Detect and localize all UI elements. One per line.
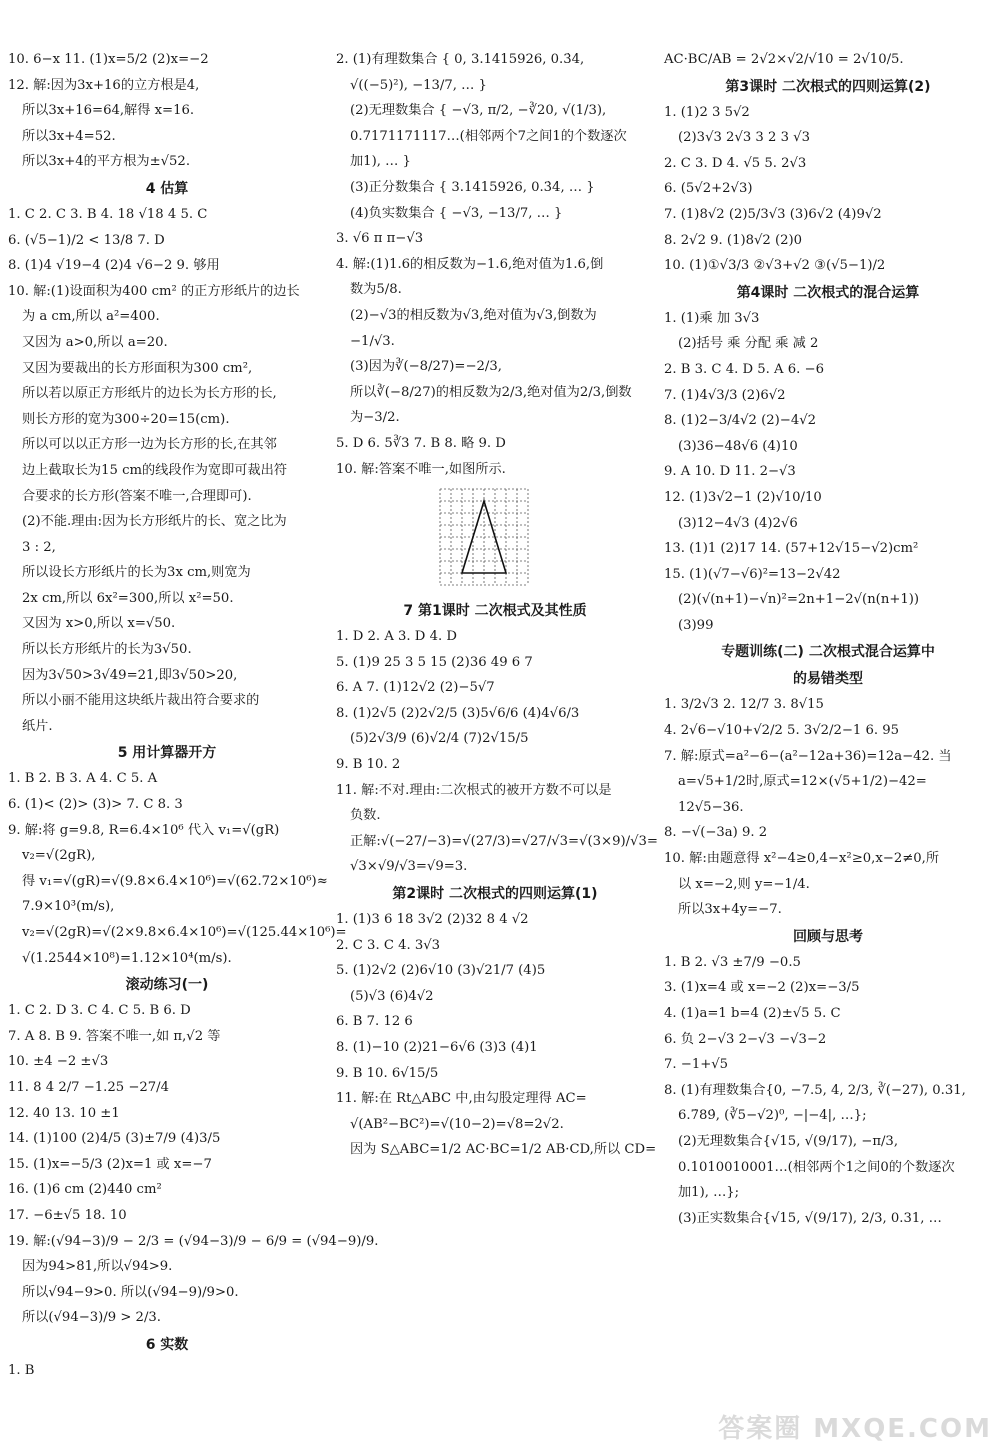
answer-line: 7.9×10³(m/s), [22, 899, 115, 915]
answer-line: 12. (1)3√2−1 (2)√10/10 [664, 489, 822, 505]
section-heading: 第4课时 二次根式的混合运算 [736, 284, 920, 301]
answer-line: 10. ±4 −2 ±√3 [8, 1054, 109, 1070]
answer-line: (3)99 [678, 617, 714, 633]
answer-line: 1. (1)2 3 5√2 [664, 104, 750, 120]
answer-line: 8. 2√2 9. (1)8√2 (2)0 [664, 232, 803, 248]
answer-line: 13. (1)1 (2)17 14. (57+12√15−√2)cm² [664, 541, 919, 557]
answer-line: 1. C 2. D 3. C 4. C 5. B 6. D [8, 1003, 191, 1019]
answer-line: 纸片. [22, 718, 53, 734]
answer-line: 因为3√50>3√49=21,即3√50>20, [22, 667, 238, 683]
section-heading: 4 估算 [145, 180, 189, 197]
answer-line: 2. C 3. C 4. 3√3 [336, 937, 441, 953]
answer-line: 11. 解:在 Rt△ABC 中,由勾股定理得 AC= [336, 1091, 587, 1107]
answer-line: 9. A 10. D 11. 2−√3 [664, 464, 796, 480]
answer-line: 8. −√(−3a) 9. 2 [664, 825, 768, 841]
answer-line: (2)(√(n+1)−√n)²=2n+1−2√(n(n+1)) [678, 592, 920, 608]
answer-line: (2)不能.理由:因为长方形纸片的长、宽之比为 [22, 514, 287, 530]
answer-line: 7. (1)4√3/3 (2)6√2 [664, 387, 786, 403]
section-heading: 回顾与思考 [793, 928, 863, 945]
answer-line: 9. B 10. 2 [336, 757, 401, 773]
answer-line: 5. (1)9 25 3 5 15 (2)36 49 6 7 [336, 654, 533, 670]
answer-line: √((−5)²), −13/7, … } [350, 77, 487, 93]
section-heading: 第2课时 二次根式的四则运算(1) [392, 886, 598, 903]
answer-line: 边上截取长为15 cm的线段作为宽即可裁出符 [22, 462, 288, 478]
answer-line: 加1), … } [350, 154, 411, 170]
answer-line: √3×√9/√3=√9=3. [350, 859, 468, 875]
answer-line: 7. A 8. B 9. 答案不唯一,如 π,√2 等 [8, 1028, 221, 1044]
section-heading: 滚动练习(一) [125, 977, 209, 994]
answer-line: 10. (1)①√3/3 ②√3+√2 ③(√5−1)/2 [664, 258, 886, 274]
answer-line: (5)2√3/9 (6)√2/4 (7)2√15/5 [350, 731, 529, 747]
answer-line: 1. D 2. A 3. D 4. D [336, 629, 457, 645]
answer-line: 9. 解:将 g=9.8, R=6.4×10⁶ 代入 v₁=√(gR) [8, 822, 280, 838]
answer-line: 3 : 2, [22, 539, 56, 555]
answer-line: AC·BC/AB = 2√2×√2/√10 = 2√10/5. [664, 52, 904, 67]
answer-line: 8. (1)2√5 (2)2√2/5 (3)5√6/6 (4)4√6/3 [336, 705, 580, 721]
answer-line: 所以小丽不能用这块纸片裁出符合要求的 [22, 693, 260, 709]
answer-line: 为−3/2. [350, 410, 400, 426]
answer-line: a=√5+1/2时,原式=12×(√5+1/2)−42= [678, 774, 927, 790]
answer-line: (2)无理数集合{√15, √(9/17), −π/3, [678, 1133, 899, 1149]
answer-column-right [664, 52, 992, 1236]
section-heading: 专题训练(二) 二次根式混合运算中 [721, 644, 935, 661]
answer-line: 7. −1+√5 [664, 1057, 729, 1073]
answer-line: (3)36−48√6 (4)10 [678, 438, 798, 454]
answer-line: 14. (1)100 (2)4/5 (3)±7/9 (4)3/5 [8, 1131, 221, 1147]
answer-line: 8. (1)4 √19−4 (2)4 √6−2 9. 够用 [8, 258, 220, 274]
answer-line: 8. (1)有理数集合{0, −7.5, 4, 2/3, ∛(−27), 0.31, [664, 1082, 966, 1098]
answer-line: 为 a cm,所以 a²=400. [22, 309, 160, 325]
answer-line: 6.7̇89̇, (∛5−√2)⁰, −|−4|, …}; [678, 1108, 867, 1124]
answer-line: (2)3√3 2√3 3 2 3 √3 [678, 130, 810, 146]
answer-line: 6. B 7. 12 6 [336, 1014, 413, 1030]
answer-line: 负数. [350, 808, 381, 824]
section-heading: 6 实数 [145, 1336, 189, 1353]
answer-line: 得 v₁=√(gR)=√(9.8×6.4×10⁶)=√(62.72×10⁶)≈ [22, 873, 328, 889]
answer-line: 10. 解:由题意得 x²−4≥0,4−x²≥0,x−2≠0,所 [664, 851, 940, 867]
answer-line: 所以∛(−8/27)的相反数为2/3,绝对值为2/3,倒数 [350, 384, 632, 400]
answer-line: 4. (1)a=1 b=4 (2)±√5 5. C [664, 1006, 841, 1021]
answer-line: 2. C 3. D 4. √5 5. 2√3 [664, 155, 807, 171]
answer-line: 则长方形的宽为300÷20=15(cm). [22, 411, 230, 427]
answer-line: (2)−√3的相反数为√3,绝对值为√3,倒数为 [350, 307, 597, 323]
answer-line: 17. −6±√5 18. 10 [8, 1207, 127, 1223]
answer-line: 1. C 2. C 3. B 4. 18 √18 4 5. C [8, 206, 208, 222]
answer-line: 1. B [8, 1362, 35, 1378]
answer-line: 12. 40 13. 10 ±1 [8, 1105, 120, 1121]
answer-line: (3)正实数集合{√15, √(9/17), 2/3, 0.31, … [678, 1210, 942, 1226]
answer-line: 所以3x+4y=−7. [678, 902, 782, 918]
answer-line: (5)√3 (6)4√2 [350, 988, 434, 1004]
answer-line: 9. B 10. 6√15/5 [336, 1065, 439, 1081]
answer-line: 0.1010010001…(相邻两个1之间0的个数逐次 [678, 1159, 955, 1175]
answer-line: 7. 解:原式=a²−6−(a²−12a+36)=12a−42. 当 [664, 748, 952, 764]
answer-line: 5. (1)2√2 (2)6√10 (3)√21/7 (4)5 [336, 963, 546, 979]
answer-line: (4)负实数集合 { −√3, −13/7, … } [350, 205, 563, 221]
answer-line: 所以长方形纸片的长为3√50. [22, 642, 192, 658]
section-heading: 5 用计算器开方 [117, 745, 217, 762]
answer-line: 6. 负 2−√3 2−√3 −√3−2 [664, 1031, 827, 1047]
answer-line: 所以3x+16=64,解得 x=16. [22, 103, 195, 119]
answer-line: 4. 解:(1)1.6的相反数为−1.6,绝对值为1.6,倒 [336, 256, 604, 272]
answer-line: 16. (1)6 cm (2)440 cm² [8, 1182, 162, 1198]
answer-line: 所以3x+4=52. [22, 128, 116, 144]
answer-line: 数为5/8. [350, 282, 402, 298]
answer-line: 又因为 x>0,所以 x=√50. [22, 616, 176, 632]
answer-line: 2x cm,所以 6x²=300,所以 x²=50. [22, 590, 234, 606]
answer-line: −1/√3. [350, 333, 395, 349]
answer-line: 11. 8 4 2/7 −1.25 −27/4 [8, 1079, 170, 1095]
answer-line: 所以(√94−3)/9 > 2/3. [22, 1310, 161, 1326]
answer-line: 6. A 7. (1)12√2 (2)−5√7 [336, 680, 495, 696]
answer-line: 因为94>81,所以√94>9. [22, 1259, 173, 1275]
section-heading: 的易错类型 [793, 671, 863, 688]
answer-line: (3)因为∛(−8/27)=−2/3, [350, 359, 502, 375]
answer-line: 正解:√(−27/−3)=√(27/3)=√27/√3=√(3×9)/√3= [350, 833, 658, 849]
section-heading: 7 第1课时 二次根式及其性质 [403, 603, 587, 620]
answer-line: (2)无理数集合 { −√3, π/2, −∛20, √(1/3), [350, 103, 607, 119]
answer-line: 19. 解:(√94−3)/9 − 2/3 = (√94−3)/9 − 6/9 = (√94−9)/9. [8, 1233, 379, 1249]
answer-line: 8. (1)−10 (2)21−6√6 (3)3 (4)1 [336, 1040, 538, 1055]
answer-line: 8. (1)2−3/4√2 (2)−4√2 [664, 413, 817, 429]
answer-line: 1. B 2. B 3. A 4. C 5. A [8, 771, 158, 787]
answer-line: 所以设长方形纸片的长为3x cm,则宽为 [22, 565, 251, 581]
answer-line: 3. √6 π π−√3 [336, 231, 424, 247]
answer-line: 合要求的长方形(答案不唯一,合理即可). [22, 488, 252, 504]
answer-line: 15. (1)x=−5/3 (2)x=1 或 x=−7 [8, 1156, 212, 1172]
triangle-grid-figure [436, 487, 532, 587]
answer-line: 1. 3/2√3 2. 12/7 3. 8√15 [664, 697, 824, 713]
answer-line: (3)正分数集合 { 3.1415926, 0.3̇4̇, … } [350, 179, 595, 195]
answer-line: 6. (1)< (2)> (3)> 7. C 8. 3 [8, 797, 183, 813]
answer-line: 7. (1)8√2 (2)5/3√3 (3)6√2 (4)9√2 [664, 206, 882, 222]
answer-line: 1. (1)乘 加 3√3 [664, 310, 760, 326]
answer-line: 10. 解:答案不唯一,如图所示. [336, 461, 506, 477]
answer-line: 5. D 6. 5∛3 7. B 8. 略 9. D [336, 435, 506, 451]
answer-line: 2. (1)有理数集合 { 0, 3.1415926, 0.3̇4̇, [336, 52, 585, 67]
answer-line: 12. 解:因为3x+16的立方根是4, [8, 77, 200, 93]
answer-line: 4. 2√6−√10+√2/2 5. 3√2/2−1 6. 95 [664, 723, 900, 739]
answer-line: v₂=√(2gR), [22, 848, 96, 864]
answer-line: √(AB²−BC²)=√(10−2)=√8=2√2. [350, 1116, 564, 1132]
answer-line: 10. 解:(1)设面积为400 cm² 的正方形纸片的边长 [8, 283, 300, 299]
answer-line: √(1.2544×10⁸)=1.12×10⁴(m/s). [22, 950, 232, 966]
answer-line: 所以可以以正方形一边为长方形的长,在其邻 [22, 437, 277, 453]
answer-line: 以 x=−2,则 y=−1/4. [678, 876, 810, 892]
answer-line: 3. (1)x=4 或 x=−2 (2)x=−3/5 [664, 980, 860, 996]
answer-line: 加1), …}; [678, 1185, 740, 1201]
answer-line: 15. (1)(√7−√6)²=13−2√42 [664, 566, 841, 582]
watermark: 答案圈 MXQE.COM [718, 1414, 992, 1444]
answer-line: 1. B 2. √3 ±7/9 −0.5 [664, 954, 801, 970]
answer-line: 11. 解:不对.理由:二次根式的被开方数不可以是 [336, 782, 612, 798]
answer-line: 6. (5√2+2√3) [664, 181, 753, 197]
answer-line: 又因为要裁出的长方形面积为300 cm², [22, 360, 253, 376]
answer-line: 12√5−36. [678, 799, 744, 815]
answer-line: 0.7171171117…(相邻两个7之间1的个数逐次 [350, 128, 627, 144]
answer-line: 1. (1)3 6 18 3√2 (2)32 8 4 √2 [336, 912, 529, 928]
answer-line: 6. (√5−1)/2 < 13/8 7. D [8, 232, 165, 248]
answer-line: v₂=√(2gR)=√(2×9.8×6.4×10⁶)=√(125.44×10⁶)= [22, 925, 347, 940]
answer-line: 所以3x+4的平方根为±√52. [22, 154, 191, 170]
answer-line: 所以√94−9>0. 所以(√94−9)/9>0. [22, 1284, 239, 1300]
answer-line: 因为 S△ABC=1/2 AC·BC=1/2 AB·CD,所以 CD= [350, 1142, 657, 1158]
answer-column-middle [336, 52, 658, 1168]
section-heading: 第3课时 二次根式的四则运算(2) [725, 78, 931, 95]
answer-line: 2. B 3. C 4. D 5. A 6. −6 [664, 361, 824, 377]
answer-line: 10. 6−x 11. (1)x=5/2 (2)x=−2 [8, 52, 209, 67]
answer-line: (2)括号 乘 分配 乘 减 2 [678, 336, 819, 352]
answer-line: 又因为 a>0,所以 a=20. [22, 334, 168, 350]
answer-line: (3)12−4√3 (4)2√6 [678, 515, 798, 531]
answer-line: 所以若以原正方形纸片的边长为长方形的长, [22, 386, 277, 402]
